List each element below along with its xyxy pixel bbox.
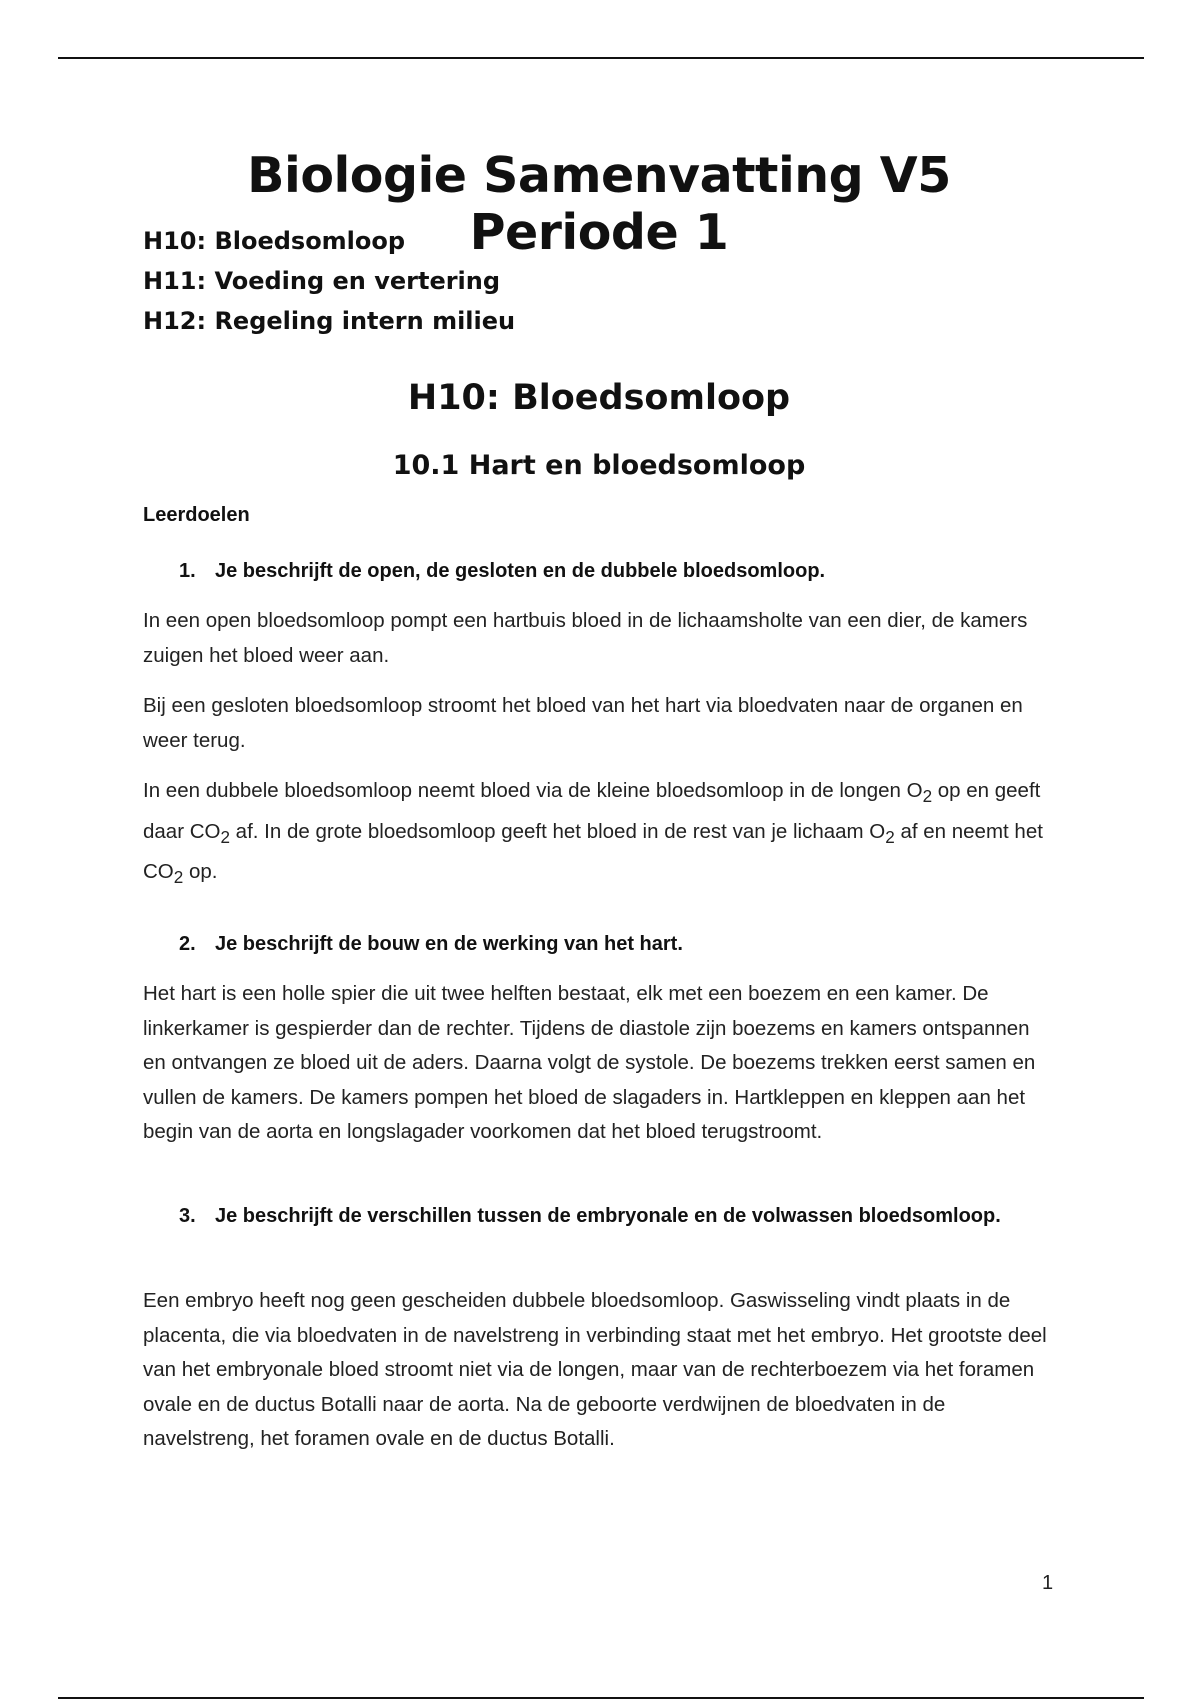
learning-goal-2: [179, 927, 1029, 961]
goal-number: 2.: [179, 933, 196, 955]
goal-text: Je beschrijft de open, de gesloten en de dubbele bloedsomloop.: [215, 560, 826, 582]
toc-item-h10: H10: Bloedsomloop: [143, 227, 406, 255]
document-title: Biologie Samenvatting V5 Periode 1: [247, 147, 951, 261]
paragraph-open-circulation: In een open bloedsomloop pompt een hartbuis bloed in de lichaamsholte van een dier, de kamers zuigen het bloed weer aan.: [143, 609, 1028, 667]
table-of-contents: [143, 221, 515, 341]
toc-item-h11: H11: Voeding en vertering: [143, 267, 501, 295]
page-number: 1: [1042, 1572, 1054, 1594]
bottom-rule: [58, 1697, 1144, 1699]
goal-number: 1.: [179, 560, 196, 582]
paragraph-double-circulation: In een dubbele bloedsomloop neemt bloed via de kleine bloedsomloop in de longen $O_2$ op en geeft daar $CO_2$ af. In de grote bloedsomloop geeft het bloed in de rest van je lichaam $O_2$ af en neemt het $CO_2$ op.: [143, 779, 1043, 888]
toc-item-h12: H12: Regeling intern milieu: [143, 307, 516, 335]
goal-number: 3.: [179, 1205, 196, 1227]
paragraph-embryonic-circulation: Een embryo heeft nog geen gescheiden dubbele bloedsomloop. Gaswisseling vindt plaats in de placenta, die via bloedvaten in de navelstreng in verbinding staat met het embryo. Het grootste deel van het embryonale bloed stroomt niet via de longen, maar van de rechterboezem via het foramen ovale en de ductus Botalli naar de aorta. Na de geboorte verdwijnen de bloedvaten in de navelstreng, het foramen ovale en de ductus Botalli.: [143, 1289, 1047, 1450]
goal-text: Je beschrijft de verschillen tussen de embryonale en de volwassen bloedsomloop.: [215, 1205, 1001, 1227]
learning-goal-3: [179, 1199, 1029, 1233]
chapter-heading: H10: Bloedsomloop: [407, 378, 791, 418]
goal-text: Je beschrijft de bouw en de werking van het hart.: [215, 933, 683, 955]
section-heading: 10.1 Hart en bloedsomloop: [392, 450, 806, 481]
top-rule: [58, 57, 1144, 59]
paragraph-closed-circulation: Bij een gesloten bloedsomloop stroomt het bloed van het hart via bloedvaten naar de organen en weer terug.: [143, 694, 1023, 752]
learning-goal-1: [179, 554, 1029, 588]
paragraph-heart-structure: Het hart is een holle spier die uit twee helften bestaat, elk met een boezem en een kamer. De linkerkamer is gespierder dan de rechter. Tijdens de diastole zijn boezems en kamers ontspannen en ontvangen ze bloed uit de aders. Daarna volgt de systole. De boezems trekken eerst samen en vullen de kamers. De kamers pompen het bloed de slagaders in. Hartkleppen en kleppen aan het begin van de aorta en longslagader voorkomen dat het bloed terugstroomt.: [143, 982, 1036, 1143]
learning-goals-label: Leerdoelen: [143, 504, 250, 526]
